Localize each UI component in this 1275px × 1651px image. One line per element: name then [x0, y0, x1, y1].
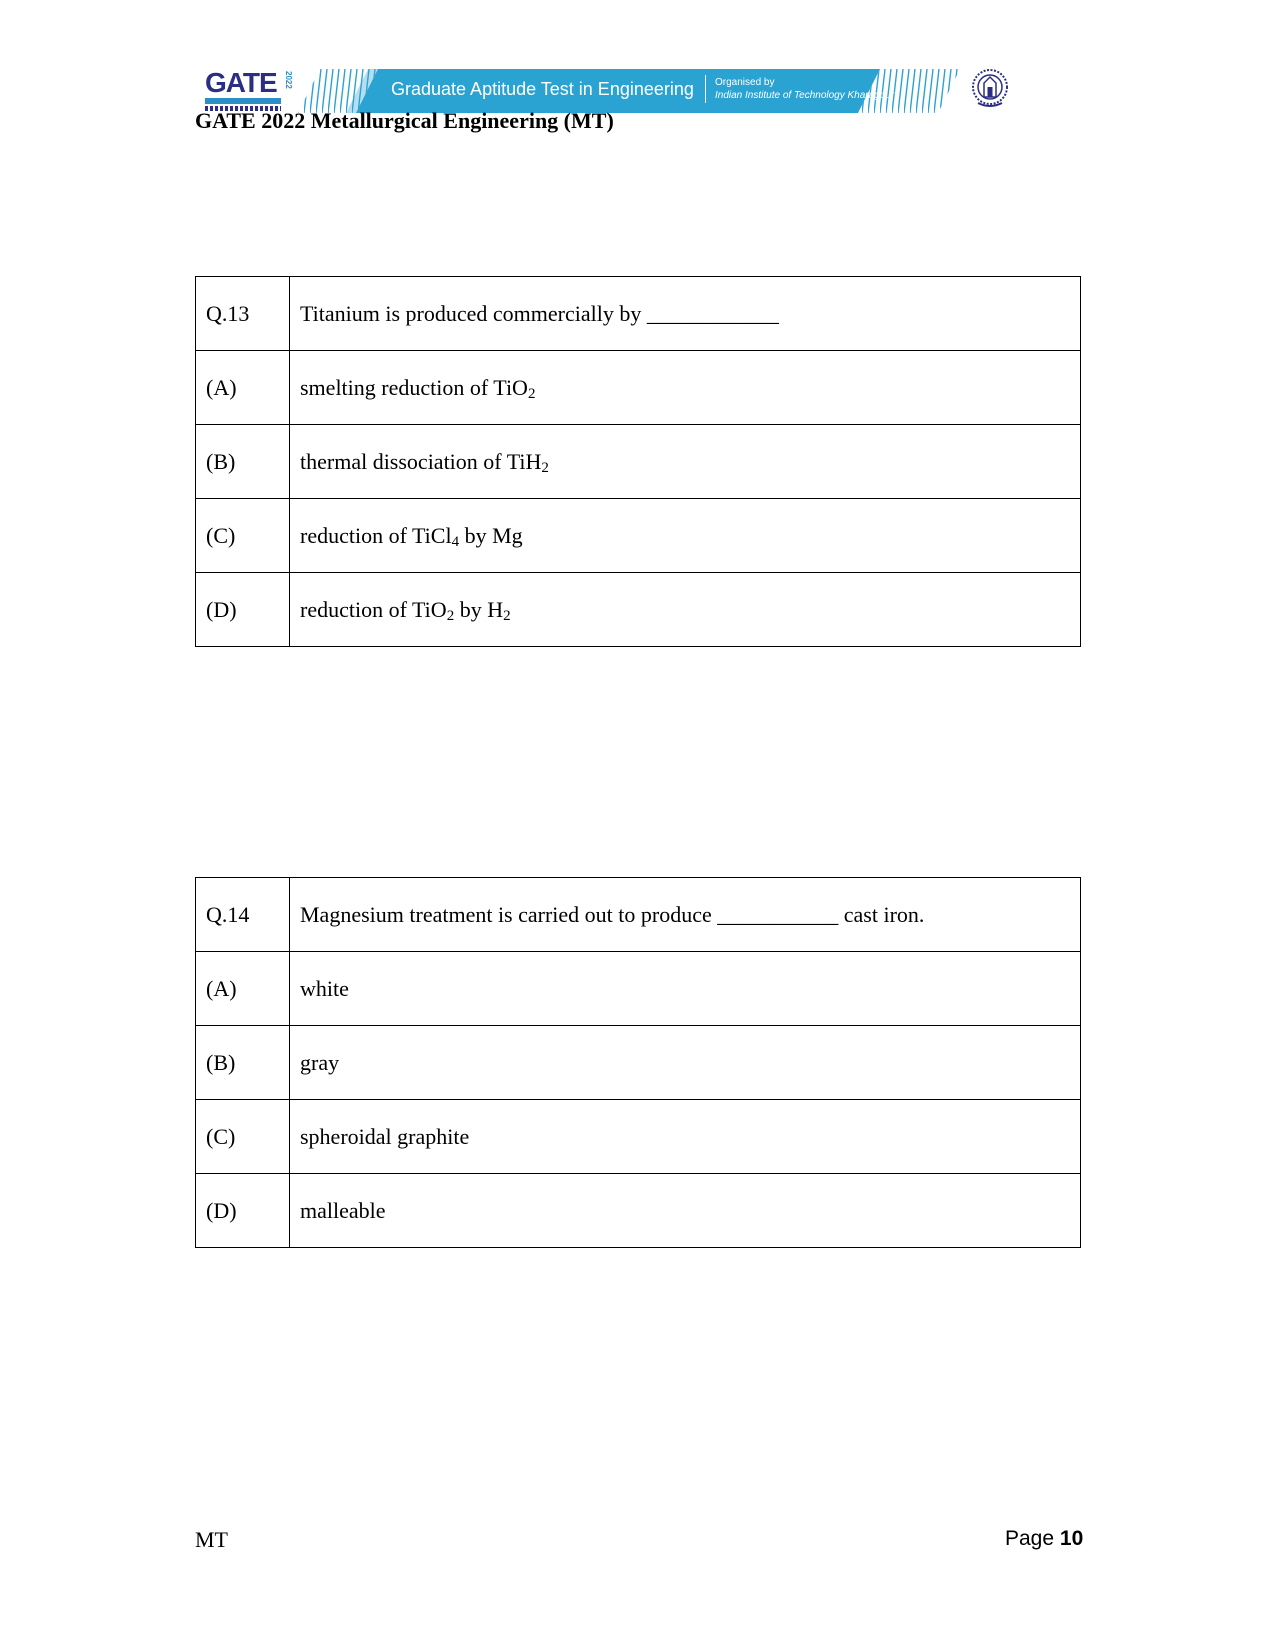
question-row [196, 878, 1081, 952]
option-text: malleable [290, 1174, 1081, 1248]
banner-title: Graduate Aptitude Test in Engineering [391, 79, 694, 99]
option-text: white [290, 952, 1081, 1026]
option-row [196, 351, 1081, 425]
option-row [196, 1174, 1081, 1248]
option-label: (B) [196, 425, 290, 499]
question-stem: Magnesium treatment is carried out to produce ___________ cast iron. [290, 878, 1081, 952]
iit-kharagpur-emblem-icon [970, 67, 1010, 111]
svg-text:2022: 2022 [284, 71, 293, 89]
organised-by-label: Organised by [715, 77, 775, 88]
option-row [196, 1100, 1081, 1174]
option-text: smelting reduction of TiO$_2$ [290, 351, 1081, 425]
option-label: (A) [196, 952, 290, 1026]
question-row [196, 277, 1081, 351]
option-label: (B) [196, 1026, 290, 1100]
option-text: thermal dissociation of TiH$_2$ [290, 425, 1081, 499]
option-row [196, 1026, 1081, 1100]
footer-paper-code: MT [195, 1527, 228, 1552]
question-stem: Titanium is produced commercially by ____________ [290, 277, 1081, 351]
document-title: GATE 2022 Metallurgical Engineering (MT) [195, 108, 614, 133]
gate-logo-text: GATE [205, 67, 277, 98]
question-number: Q.13 [196, 277, 290, 351]
option-row [196, 573, 1081, 647]
question-14-table [195, 877, 1081, 1248]
banner-divider [705, 75, 706, 103]
option-row [196, 499, 1081, 573]
question-number: Q.14 [196, 878, 290, 952]
footer-page-number: Page 10 [1005, 1527, 1084, 1550]
option-label: (A) [196, 351, 290, 425]
option-label: (D) [196, 1174, 290, 1248]
option-label: (C) [196, 1100, 290, 1174]
organiser-name: Indian Institute of Technology Kharagpur [715, 90, 895, 101]
option-text: reduction of TiCl$_4$ by Mg [290, 499, 1081, 573]
option-row [196, 952, 1081, 1026]
option-label: (D) [196, 573, 290, 647]
option-label: (C) [196, 499, 290, 573]
question-13-table [195, 276, 1081, 647]
gate-logo-strip [205, 98, 281, 104]
gate-logo [205, 67, 293, 113]
option-row [196, 425, 1081, 499]
option-text: gray [290, 1026, 1081, 1100]
option-text: reduction of TiO$_2$ by $H_2$ [290, 573, 1081, 647]
option-text: spheroidal graphite [290, 1100, 1081, 1174]
